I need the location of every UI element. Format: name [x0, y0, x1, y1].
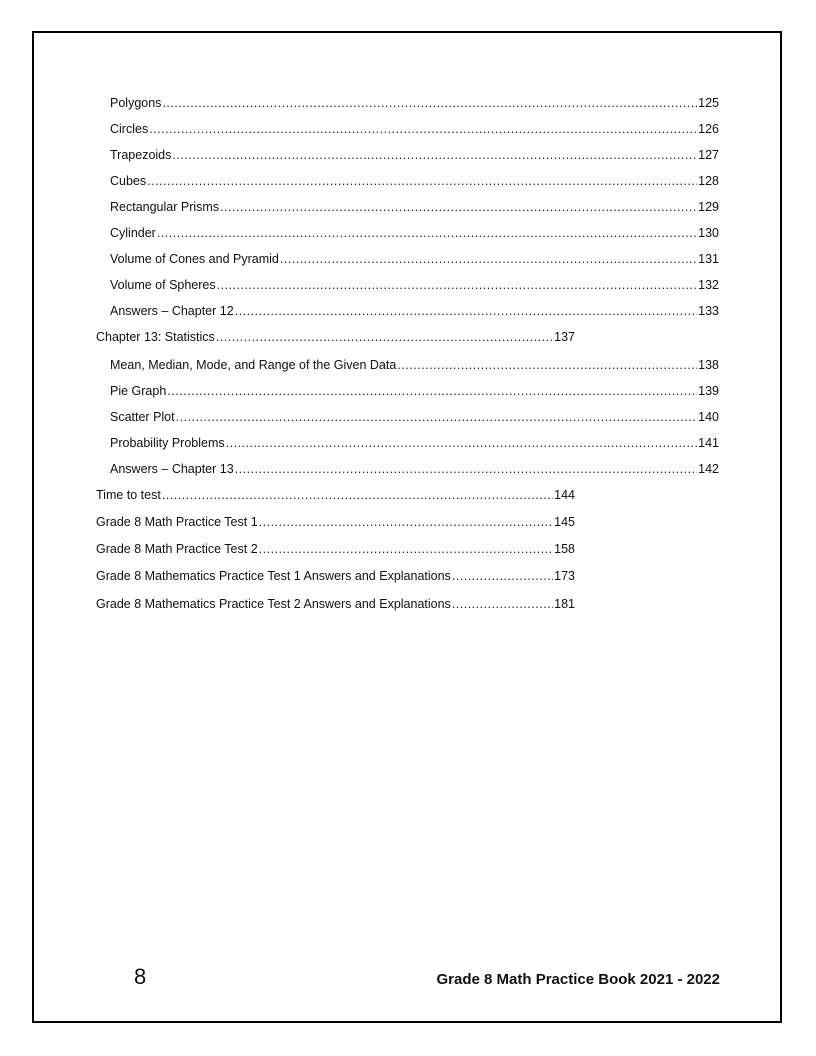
- toc-leader-dots: [259, 542, 553, 557]
- page-number: 8: [134, 964, 147, 989]
- toc-page-number: 181: [554, 597, 575, 611]
- toc-entry[interactable]: [110, 436, 719, 451]
- toc-page-number: 133: [698, 304, 719, 318]
- toc-page-number: 137: [554, 330, 575, 344]
- toc-top-entry[interactable]: [96, 515, 575, 530]
- toc-entry[interactable]: [110, 410, 719, 425]
- toc-leader-dots: [452, 597, 553, 612]
- toc-entry-label: Volume of Spheres: [110, 278, 216, 292]
- toc-page-number: 138: [698, 358, 719, 372]
- toc-entry-label: Pie Graph: [110, 384, 167, 398]
- toc-page-number: 158: [554, 542, 575, 556]
- toc-top-entry[interactable]: [96, 597, 575, 612]
- toc-entry-label: Volume of Cones and Pyramid: [110, 252, 279, 266]
- toc-leader-dots: [176, 410, 698, 425]
- toc-leader-dots: [162, 96, 697, 111]
- toc-entry[interactable]: [110, 200, 719, 215]
- toc-entry[interactable]: [110, 226, 719, 241]
- toc-entry-label: Polygons: [110, 96, 162, 110]
- toc-leader-dots: [280, 252, 697, 267]
- book-title: Grade 8 Math Practice Book 2021 - 2022: [436, 971, 720, 988]
- toc-entry[interactable]: [110, 462, 719, 477]
- toc-page-number: 144: [554, 488, 575, 502]
- toc-leader-dots: [235, 462, 697, 477]
- toc-entry-label: Grade 8 Math Practice Test 2: [96, 542, 258, 556]
- toc-entry-label: Mean, Median, Mode, and Range of the Given Data: [110, 358, 397, 372]
- toc-leader-dots: [216, 330, 553, 345]
- toc-leader-dots: [235, 304, 697, 319]
- toc-leader-dots: [147, 174, 697, 189]
- toc-page-number: 127: [698, 148, 719, 162]
- toc-page-number: 128: [698, 174, 719, 188]
- toc-entry-label: Grade 8 Mathematics Practice Test 1 Answers and Explanations: [96, 569, 451, 583]
- toc-entry-label: Answers – Chapter 13: [110, 462, 234, 476]
- toc-entry[interactable]: [110, 304, 719, 319]
- toc-top-entry[interactable]: [96, 542, 575, 557]
- toc-page-number: 142: [698, 462, 719, 476]
- toc-entry-label: Circles: [110, 122, 149, 136]
- toc-leader-dots: [397, 358, 697, 373]
- toc-page-number: 145: [554, 515, 575, 529]
- toc-entry-label: Scatter Plot: [110, 410, 175, 424]
- toc-page-number: 130: [698, 226, 719, 240]
- toc-page-number: 141: [698, 436, 719, 450]
- toc-entry[interactable]: [110, 278, 719, 293]
- toc-page-number: 173: [554, 569, 575, 583]
- toc-leader-dots: [220, 200, 697, 215]
- toc-leader-dots: [149, 122, 697, 137]
- toc-leader-dots: [452, 569, 553, 584]
- toc-page-number: 131: [698, 252, 719, 266]
- toc-entry[interactable]: [110, 96, 719, 111]
- toc-top-entry[interactable]: [96, 569, 575, 584]
- toc-page-number: 129: [698, 200, 719, 214]
- toc-page-number: 125: [698, 96, 719, 110]
- toc-page-number: 139: [698, 384, 719, 398]
- toc-entry-label: Time to test: [96, 488, 161, 502]
- toc-entry-label: Cylinder: [110, 226, 156, 240]
- toc-entry-label: Answers – Chapter 12: [110, 304, 234, 318]
- toc-leader-dots: [157, 226, 697, 241]
- toc-leader-dots: [226, 436, 698, 451]
- toc-entry[interactable]: [110, 148, 719, 163]
- toc-entry-label: Chapter 13: Statistics: [96, 330, 215, 344]
- toc-leader-dots: [167, 384, 697, 399]
- toc-entry[interactable]: [110, 384, 719, 399]
- toc-chapter-entry[interactable]: [96, 330, 575, 345]
- toc-page-number: 132: [698, 278, 719, 292]
- toc-entry[interactable]: [110, 358, 719, 373]
- toc-entry-label: Trapezoids: [110, 148, 172, 162]
- toc-entry-label: Probability Problems: [110, 436, 225, 450]
- toc-entry[interactable]: [110, 252, 719, 267]
- toc-leader-dots: [162, 488, 553, 503]
- toc-leader-dots: [217, 278, 698, 293]
- toc-page-number: 140: [698, 410, 719, 424]
- toc-leader-dots: [172, 148, 697, 163]
- toc-entry[interactable]: [110, 174, 719, 189]
- toc-entry-label: Cubes: [110, 174, 147, 188]
- toc-entry-label: Grade 8 Mathematics Practice Test 2 Answers and Explanations: [96, 597, 451, 611]
- toc-page-number: 126: [698, 122, 719, 136]
- toc-top-entry[interactable]: [96, 488, 575, 503]
- toc-entry[interactable]: [110, 122, 719, 137]
- toc-entry-label: Grade 8 Math Practice Test 1: [96, 515, 258, 529]
- toc-leader-dots: [259, 515, 553, 530]
- toc-entry-label: Rectangular Prisms: [110, 200, 220, 214]
